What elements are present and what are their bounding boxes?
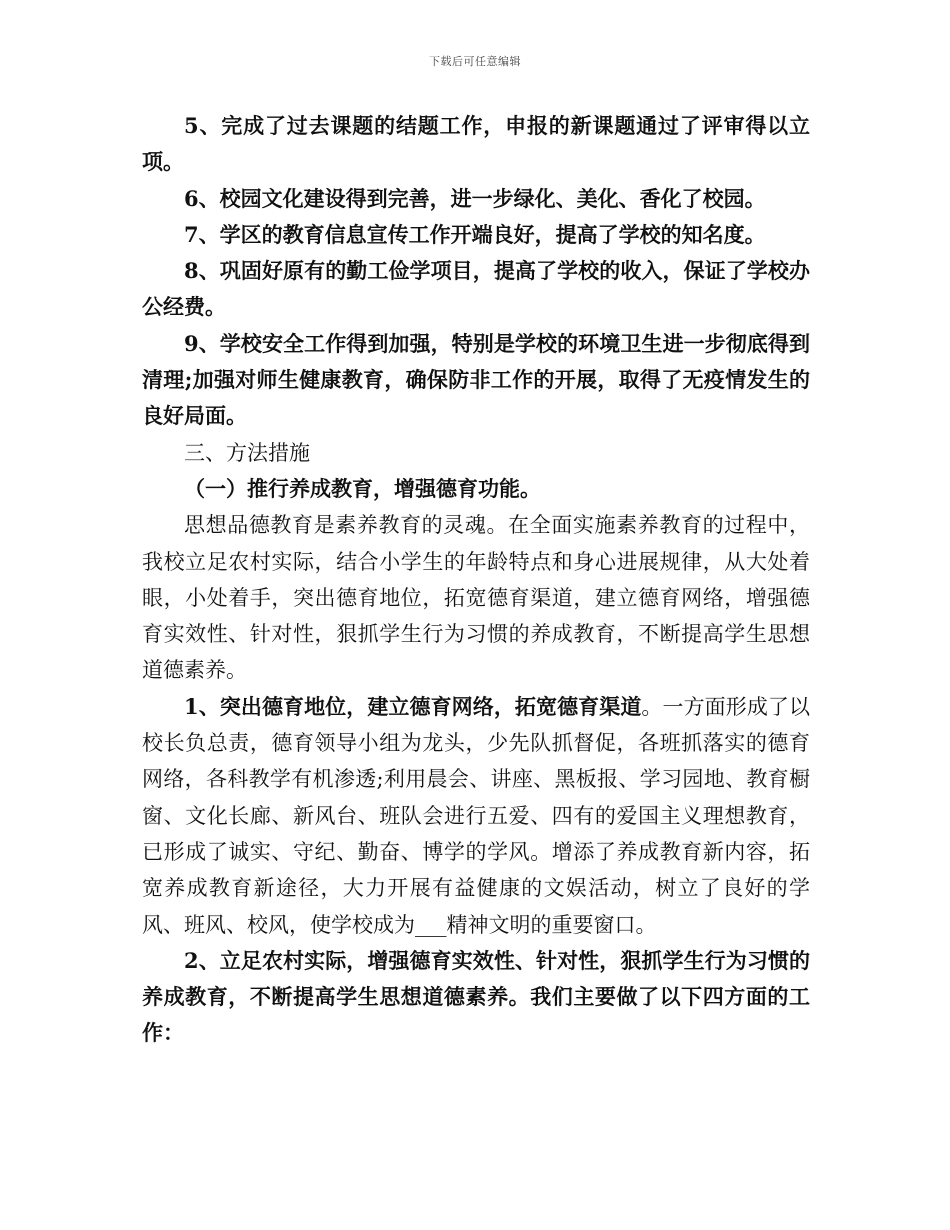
subsection-heading-1: （一）推行养成教育，增强德育功能。 xyxy=(184,475,541,501)
page-header: 下载后可任意编辑 xyxy=(429,55,521,68)
measure-1-body: 。一方面形成了以校长负总责，德育领导小组为龙头，少先队抓督促，各班抓落实的德育网络，各科教学有机渗透;利用晨会、讲座、黑板报、学习园地、教育橱窗、文化长廊、新风台、班队会进行五爱、四有的爱国主义理想教育，已形成了诚实、守纪、勤奋、博学的学风。增添了养成教育新内容，拓宽养成教育新途径，大力开展有益健康的文娱活动，树立了良好的学风、班风、校风，使学校成为___精神文明的重要窗口。 xyxy=(142,694,810,937)
paragraph-item-9: 9、学校安全工作得到加强，特别是学校的环境卫生进一步彻底得到清理;加强对师生健康教育，确保防非工作的开展，取得了无疫情发生的良好局面。 xyxy=(142,330,810,429)
paragraph-moral-education: 思想品德教育是素养教育的灵魂。在全面实施素养教育的过程中，我校立足农村实际，结合小学生的年龄特点和身心进展规律，从大处着眼，小处着手，突出德育地位，拓宽德育渠道，建立德育网络，增强德育实效性、针对性，狠抓学生行为习惯的养成教育，不断提高学生思想道德素养。 xyxy=(142,513,810,683)
paragraph-measure-1 xyxy=(142,689,810,943)
paragraph-item-5: 5、完成了过去课题的结题工作，申报的新课题通过了评审得以立项。 xyxy=(142,113,810,175)
paragraph-item-6: 6、校园文化建设得到完善，进一步绿化、美化、香化了校园。 xyxy=(184,185,766,211)
document-body xyxy=(142,108,810,1052)
measure-1-heading: 1、突出德育地位，建立德育网络，拓宽德育渠道 xyxy=(184,693,642,719)
paragraph-item-7: 7、学区的教育信息宣传工作开端良好，提高了学校的知名度。 xyxy=(184,221,766,247)
section-heading-methods: 三、方法措施 xyxy=(184,440,310,465)
paragraph-measure-2: 2、立足农村实际，增强德育实效性、针对性，狠抓学生行为习惯的养成教育，不断提高学生思想道德素养。我们主要做了以下四方面的工作： xyxy=(142,947,810,1046)
paragraph-item-8: 8、巩固好原有的勤工俭学项目，提高了学校的收入，保证了学校办公经费。 xyxy=(142,258,810,320)
